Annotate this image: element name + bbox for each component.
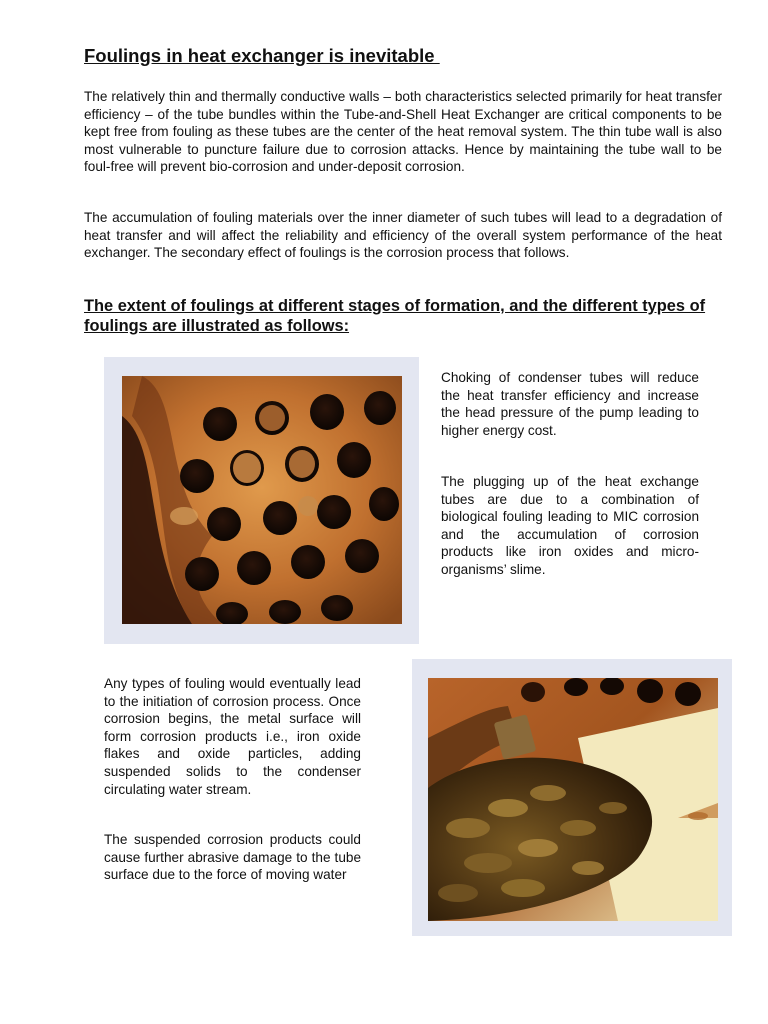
corrosion-flakes-photo: [428, 678, 718, 921]
accumulation-paragraph: The accumulation of fouling materials over the inner diameter of such tubes will lead to a degradation of heat transfer and will affect the reliability and efficiency of the overall system performance of the heat exchanger. The secondary effect of foulings is the corrosion process that follows.: [84, 210, 722, 261]
choking-caption: Choking of condenser tubes will reduce the heat transfer efficiency and increase the head pressure of the pump leading to higher energy cost.: [441, 370, 699, 438]
tube-sheet-photo-frame: [104, 357, 419, 644]
abrasive-damage-caption: The suspended corrosion products could cause further abrasive damage to the tube surface due to the force of moving water: [104, 832, 361, 883]
page-title: Foulings in heat exchanger is inevitable: [84, 45, 440, 66]
intro-paragraph: The relatively thin and thermally conductive walls – both characteristics selected primarily for heat transfer efficiency – of the tube bundles within the Tube-and-Shell Heat Exchanger are critical components to be kept free from fouling as these tubes are the center of the heat removal system. The thin tube wall is also most vulnerable to puncture failure due to corrosion attacks. Hence by maintaining the tube wall to be foul-free will prevent bio-corrosion and under-deposit corrosion.: [84, 89, 722, 175]
plugged-tubes-photo: [122, 376, 402, 624]
corrosion-initiation-caption: Any types of fouling would eventually lead to the initiation of corrosion process. Once corrosion begins, the metal surface will form corrosion products i.e., iron oxide flakes and oxide particles, adding suspended solids to the condenser circulating water stream.: [104, 676, 361, 797]
section-subheading: The extent of foulings at different stages of formation, and the different types of foulings are illustrated as follows:: [84, 297, 706, 335]
corrosion-photo-frame: [412, 659, 732, 936]
plugging-caption: The plugging up of the heat exchange tubes are due to a combination of biological fouling leading to MIC corrosion and the accumulation of corrosion products like iron oxides and micro-organisms’ slime.: [441, 474, 699, 577]
